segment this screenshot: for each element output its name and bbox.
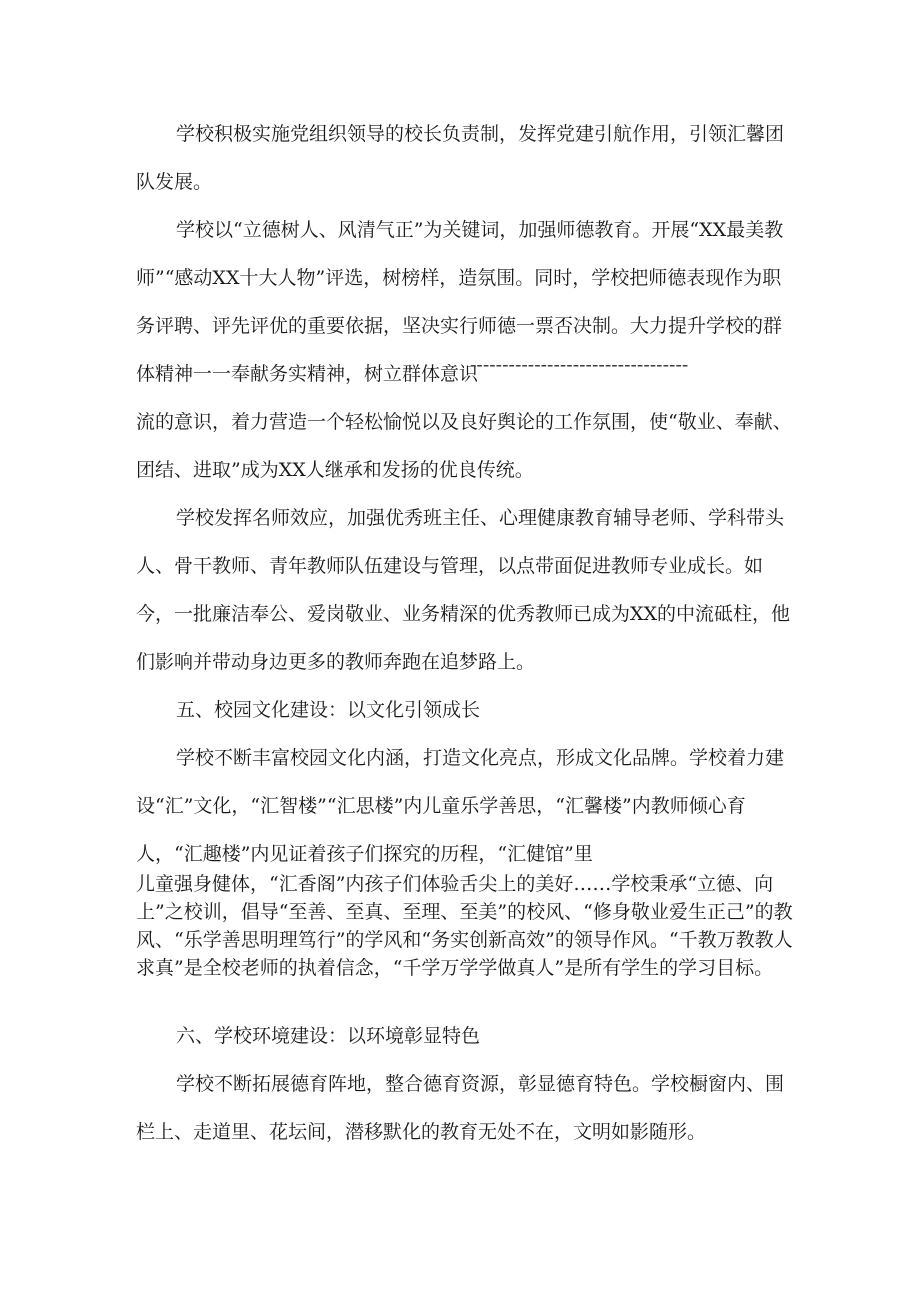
- section-heading-campus-culture: 五、校园文化建设：以文化引领成长: [176, 699, 481, 721]
- paragraph-school-motto: 儿童强身健体，“汇香阁”内孩子们体验舌尖上的美好……学校秉承“立德、向上”之校训，倡导“至善、至真、至理、至美”的校风、“修身敬业爱生正己”的教风、“乐学善思明理笃行”的学风和“务实创新高效”的领导作风。“千教万教教人求真”是全校老师的执着信念，“千学万学学做真人”是所有学生的学习目标。: [136, 873, 793, 979]
- section-heading-school-environment: 六、学校环境建设：以环境彰显特色: [176, 1025, 481, 1047]
- paragraph-famous-teachers: 学校发挥名师效应，加强优秀班主任、心理健康教育辅导老师、学科带头人、骨干教师、青年教师队伍建设与管理，以点带面促进教师专业成长。如今，一批廉洁奉公、爱岗敬业、业务精深的优秀教师已成为XX的中流砥柱，他们影响并带动身边更多的教师奔跑在追梦路上。: [136, 507, 791, 673]
- dash-rule: ----------------------------------: [470, 354, 689, 376]
- paragraph-party-leadership: 学校积极实施党组织领导的校长负责制，发挥党建引航作用，引领汇馨团队发展。: [136, 123, 785, 193]
- paragraph-teacher-ethics: 学校以“立德树人、风清气正”为关键词，加强师德教育。开展“XX最美教师”“感动XX十大人物”评选，树榜样，造氛围。同时，学校把师德表现作为职务评聘、评先评优的重要依据，坚决实行师德一票否决制。大力提升学校的群体精神一一奉献务实精神，树立群体意识: [136, 219, 784, 385]
- paragraph-team-spirit: 流的意识，着力营造一个轻松愉悦以及良好舆论的工作氛围，使“敬业、奉献、团结、进取”成为XX人继承和发扬的优良传统。: [136, 411, 792, 481]
- paragraph-campus-culture: 学校不断丰富校园文化内涵，打造文化亮点，形成文化品牌。学校着力建设“汇”文化，“汇智楼”“汇思楼”内儿童乐学善思，“汇馨楼”内教师倾心育人，“汇趣楼”内见证着孩子们探究的历程，“汇健馆”里: [136, 747, 785, 865]
- paragraph-school-environment: 学校不断拓展德育阵地，整合德育资源，彰显德育特色。学校橱窗内、围栏上、走道里、花坛间，潜移默化的教育无处不在，文明如影随形。: [136, 1073, 785, 1143]
